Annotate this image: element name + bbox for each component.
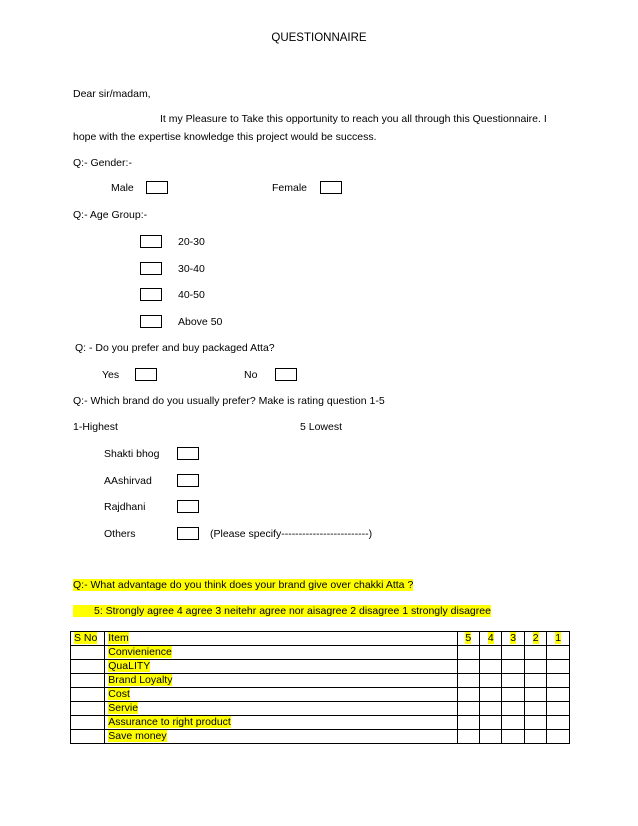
gender-option-male-label: Male <box>111 182 134 194</box>
greeting: Dear sir/madam, <box>73 88 151 100</box>
header-score-4: 4 <box>487 632 494 644</box>
header-item: Item <box>108 632 129 644</box>
header-sno: S No <box>74 632 98 644</box>
row-item-label: Convienience <box>108 646 172 658</box>
rating-cell[interactable] <box>502 646 524 660</box>
row-item-label: Cost <box>108 688 130 700</box>
age-20-30-checkbox[interactable] <box>140 235 162 248</box>
brand-scale-low: 5 Lowest <box>300 421 343 433</box>
age-above-50-checkbox[interactable] <box>140 315 162 328</box>
brand-scale-high: 1-Highest <box>73 421 118 433</box>
gender-male-checkbox[interactable] <box>146 181 168 194</box>
rating-cell[interactable] <box>547 688 570 702</box>
rating-cell[interactable] <box>502 716 524 730</box>
rating-cell[interactable] <box>547 730 570 744</box>
table-row <box>71 646 570 660</box>
age-40-50-checkbox[interactable] <box>140 288 162 301</box>
table-row <box>71 730 570 744</box>
brand-option-shakti-bhog: Shakti bhog <box>104 448 160 460</box>
rating-cell[interactable] <box>480 730 502 744</box>
header-score-5: 5 <box>465 632 472 644</box>
intro-line-2: hope with the expertise knowledge this project would be success. <box>73 131 377 143</box>
rating-cell[interactable] <box>547 716 570 730</box>
header-score-2: 2 <box>532 632 539 644</box>
age-option-20-30: 20-30 <box>178 236 205 248</box>
brand-others-specify: (Please specify-------------------------) <box>210 528 373 540</box>
rating-cell[interactable] <box>524 702 546 716</box>
rating-cell[interactable] <box>480 716 502 730</box>
rating-cell[interactable] <box>480 646 502 660</box>
brand-rajdhani-rating-box[interactable] <box>177 500 199 513</box>
header-score-3: 3 <box>510 632 517 644</box>
rating-cell[interactable] <box>524 730 546 744</box>
table-row <box>71 674 570 688</box>
advantage-question: Q:- What advantage do you think does your brand give over chakki Atta ? <box>73 579 414 591</box>
rating-cell[interactable] <box>457 688 479 702</box>
header-score-1: 1 <box>555 632 562 644</box>
brand-option-others: Others <box>104 528 136 540</box>
rating-cell[interactable] <box>457 660 479 674</box>
rating-cell[interactable] <box>547 674 570 688</box>
gender-question: Q:- Gender:- <box>73 157 132 169</box>
rating-cell[interactable] <box>480 674 502 688</box>
row-item-label: Brand Loyalty <box>108 674 173 686</box>
rating-cell[interactable] <box>547 702 570 716</box>
rating-cell[interactable] <box>524 716 546 730</box>
atta-yes-checkbox[interactable] <box>135 368 157 381</box>
intro-line-1: It my Pleasure to Take this opportunity to reach you all through this Questionnaire. I <box>160 113 547 125</box>
advantage-scale-legend: 5: Strongly agree 4 agree 3 neitehr agree nor aisagree 2 disagree 1 strongly disagree <box>73 605 491 617</box>
rating-cell[interactable] <box>502 674 524 688</box>
rating-cell[interactable] <box>457 730 479 744</box>
rating-table <box>70 631 570 744</box>
rating-cell[interactable] <box>457 646 479 660</box>
rating-cell[interactable] <box>524 660 546 674</box>
brand-shakti-bhog-rating-box[interactable] <box>177 447 199 460</box>
rating-cell[interactable] <box>502 730 524 744</box>
table-row <box>71 702 570 716</box>
rating-cell[interactable] <box>480 660 502 674</box>
rating-cell[interactable] <box>480 688 502 702</box>
age-30-40-checkbox[interactable] <box>140 262 162 275</box>
brand-others-rating-box[interactable] <box>177 527 199 540</box>
rating-cell[interactable] <box>457 702 479 716</box>
rating-cell[interactable] <box>524 674 546 688</box>
rating-cell[interactable] <box>547 660 570 674</box>
rating-cell[interactable] <box>547 646 570 660</box>
table-header-row <box>71 632 570 646</box>
brand-question: Q:- Which brand do you usually prefer? Make is rating question 1-5 <box>73 395 385 407</box>
age-option-30-40: 30-40 <box>178 263 205 275</box>
table-row <box>71 688 570 702</box>
rating-cell[interactable] <box>502 702 524 716</box>
brand-aashirvad-rating-box[interactable] <box>177 474 199 487</box>
page-title: QUESTIONNAIRE <box>271 32 367 44</box>
rating-cell[interactable] <box>524 646 546 660</box>
atta-no-checkbox[interactable] <box>275 368 297 381</box>
age-option-above-50: Above 50 <box>178 316 223 328</box>
age-option-40-50: 40-50 <box>178 289 205 301</box>
atta-option-yes-label: Yes <box>102 369 120 381</box>
gender-female-checkbox[interactable] <box>320 181 342 194</box>
brand-option-aashirvad: AAshirvad <box>104 475 152 487</box>
row-item-label: QuaLITY <box>108 660 151 672</box>
gender-option-female-label: Female <box>272 182 308 194</box>
atta-question: Q: - Do you prefer and buy packaged Atta? <box>75 342 275 354</box>
row-item-label: Servie <box>108 702 139 714</box>
rating-cell[interactable] <box>457 674 479 688</box>
age-question: Q:- Age Group:- <box>73 209 148 221</box>
brand-option-rajdhani: Rajdhani <box>104 501 146 513</box>
rating-cell[interactable] <box>502 660 524 674</box>
rating-cell[interactable] <box>480 702 502 716</box>
rating-cell[interactable] <box>524 688 546 702</box>
atta-option-no-label: No <box>244 369 258 381</box>
row-item-label: Save money <box>108 730 167 742</box>
rating-cell[interactable] <box>502 688 524 702</box>
table-row <box>71 716 570 730</box>
rating-cell[interactable] <box>457 716 479 730</box>
row-item-label: Assurance to right product <box>108 716 231 728</box>
table-row <box>71 660 570 674</box>
